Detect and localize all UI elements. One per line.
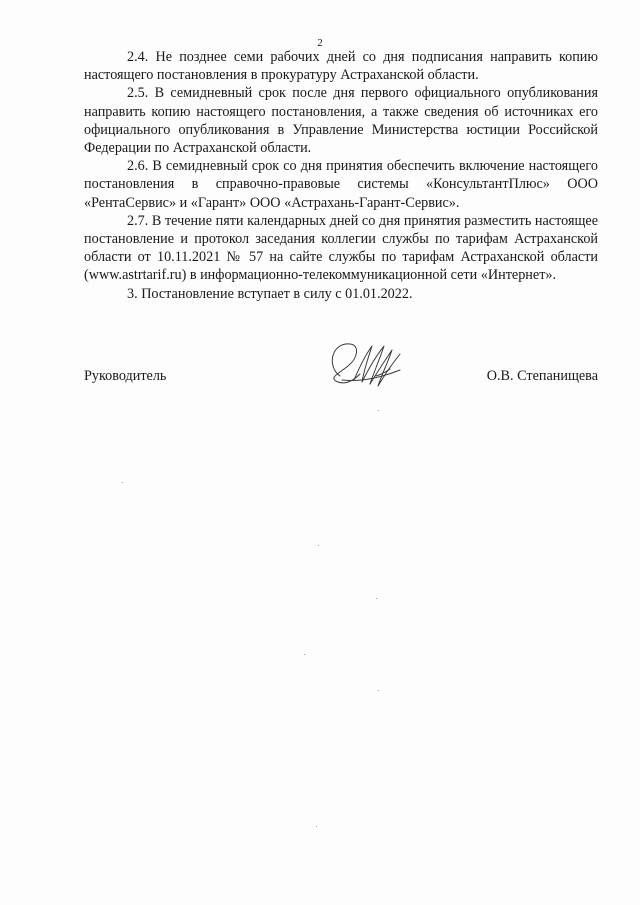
signer-title: Руководитель	[84, 368, 167, 384]
scan-speck	[376, 598, 377, 599]
signer-name: О.В. Степанищева	[486, 368, 598, 384]
paragraph-2-7: 2.7. В течение пяти календарных дней со дня принятия разместить настоящее постановление и протокол заседания коллегии службы по тарифам Астраханской области от 10.11.2021 № 57 на сайте службы по тарифам Астраханской области (www.astrtarif.ru) в информационно-телекоммуникационной сети «Интернет».	[84, 212, 598, 284]
scan-speck	[122, 482, 123, 483]
scan-speck	[378, 690, 379, 691]
handwritten-signature	[320, 336, 416, 394]
paragraph-2-5: 2.5. В семидневный срок после дня первого официального опубликования направить копию настоящего постановления, а также сведения об источниках его официального опубликования в Управление Министерства юстиции Российской Федерации по Астраханской области.	[84, 85, 598, 157]
scan-speck	[378, 410, 379, 411]
page-number: 2	[317, 37, 323, 49]
paragraph-3: 3. Постановление вступает в силу с 01.01.2022.	[127, 285, 413, 302]
paragraph-2-4: 2.4. Не позднее семи рабочих дней со дня подписания направить копию настоящего постановления в прокуратуру Астраханской области.	[84, 49, 598, 84]
scan-speck	[316, 826, 317, 827]
paragraph-2-6: 2.6. В семидневный срок со дня принятия обеспечить включение настоящего постановления в справочно-правовые системы «КонсультантПлюс» ООО «РентаСервис» и «Гарант» ООО «Астрахань-Гарант-Сервис».	[84, 158, 598, 211]
document-body	[84, 48, 598, 303]
signature-block	[84, 336, 598, 396]
scan-speck	[318, 545, 319, 546]
scan-speck	[304, 654, 305, 655]
